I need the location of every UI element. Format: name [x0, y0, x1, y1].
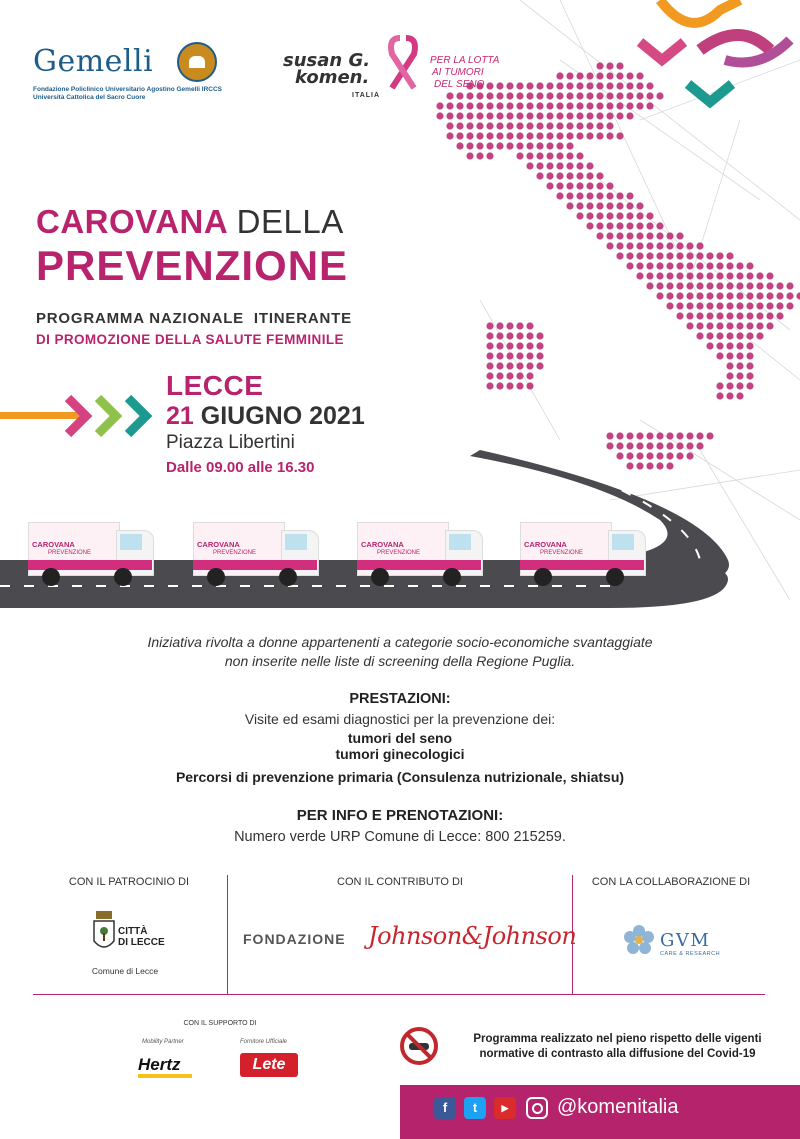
komen-line-1: susan G. [283, 50, 371, 71]
lecce-line-1: CITTÀ [118, 926, 148, 937]
lecce-line-2: DI LECCE [118, 937, 165, 948]
social-handle[interactable]: @komenitalia [557, 1096, 679, 1118]
title-line-1 [36, 203, 344, 241]
info-heading: PER INFO E PRENOTAZIONI: [296, 807, 504, 824]
event-hours: Dalle 09.00 alle 16.30 [166, 459, 315, 476]
event-day: 21 [166, 402, 194, 430]
prestazioni-line-4: Percorsi di prevenzione primaria (Consulenza nutrizionale, shiatsu) [175, 769, 625, 785]
gvm-subtitle: CARE & RESEARCH [660, 951, 721, 957]
title-line-2: PREVENZIONE [36, 242, 349, 289]
gvm-logo-text: GVM [660, 930, 711, 951]
youtube-icon[interactable]: ▶ [494, 1097, 516, 1119]
johnson-johnson-logo: Johnson&Johnson [368, 922, 577, 950]
van [28, 520, 154, 590]
covid-notice [445, 1032, 790, 1062]
van-label-1: CAROVANA [197, 540, 240, 549]
gemelli-seal-icon [177, 42, 217, 82]
event-date [166, 402, 365, 431]
van [357, 520, 483, 590]
van-label-2: PREVENZIONE [213, 550, 257, 556]
komen-tagline-3: DEL SENO [434, 79, 485, 90]
lecce-crest-icon [92, 911, 116, 955]
prestazioni-heading: PRESTAZIONI: [349, 691, 451, 707]
intro-line-1: Iniziativa rivolta a donne appartenenti a categorie socio-economiche svantaggiate [147, 634, 653, 650]
event-place: Piazza Libertini [166, 432, 295, 453]
event-city: LECCE [166, 370, 264, 401]
event-month-year: GIUGNO 2021 [200, 402, 365, 430]
fornitore-ufficiale-label: Fornitore Ufficiale [240, 1039, 288, 1045]
collaborazione-label: CON LA COLLABORAZIONE DI [591, 876, 751, 888]
van-label-1: CAROVANA [524, 540, 567, 549]
twitter-icon[interactable]: t [464, 1097, 486, 1119]
subtitle-1: PROGRAMMA NAZIONALE ITINERANTE [36, 310, 352, 327]
gemelli-subtitle [33, 86, 233, 102]
komen-tagline [430, 55, 540, 91]
komen-tagline-1: PER LA LOTTA [430, 55, 500, 66]
prestazioni-line-1: Visite ed esami diagnostici per la prevenzione dei: [244, 711, 556, 727]
pink-ribbon-icon [378, 32, 428, 92]
hertz-underline [138, 1074, 192, 1078]
komen-logo-text [283, 52, 370, 86]
facebook-icon[interactable]: f [434, 1097, 456, 1119]
komen-italia-label: ITALIA [352, 92, 381, 99]
title-della: DELLA [236, 203, 344, 240]
gemelli-subtitle-line-2: Università Cattolica del Sacro Cuore [33, 94, 146, 101]
lecce-logo-text [118, 926, 165, 948]
lecce-caption: Comune di Lecce [91, 966, 159, 976]
prestazioni-line-3: tumori ginecologici [335, 746, 465, 762]
italy-dot-map [420, 60, 800, 500]
info-phone: Numero verde URP Comune di Lecce: 800 215259. [234, 829, 566, 845]
lete-logo: Lete [240, 1053, 298, 1077]
van [520, 520, 646, 590]
prestazioni-line-2: tumori del seno [347, 730, 453, 746]
van-label-2: PREVENZIONE [48, 550, 92, 556]
subtitle-2: DI PROMOZIONE DELLA SALUTE FEMMINILE [36, 332, 344, 347]
van [193, 520, 319, 590]
van-label-1: CAROVANA [361, 540, 404, 549]
covid-notice-line-2: normative di contrasto alla diffusione del Covid-19 [479, 1048, 756, 1060]
komen-line-2: komen. [295, 67, 370, 88]
divider [227, 875, 228, 995]
contributo-label: CON IL CONTRIBUTO DI [337, 876, 463, 888]
komen-tagline-2: AI TUMORI [432, 67, 484, 78]
instagram-icon[interactable] [526, 1097, 548, 1119]
title-carovana: CAROVANA [36, 203, 227, 240]
patrocinio-label: CON IL PATROCINIO DI [68, 876, 190, 888]
arrow-chevrons-icon [0, 392, 165, 442]
gemelli-logo-text: Gemelli [33, 44, 154, 79]
gemelli-subtitle-line-1: Fondazione Policlinico Universitario Agostino Gemelli IRCCS [33, 86, 223, 93]
divider [33, 994, 765, 995]
gvm-flower-icon [622, 923, 656, 957]
van-label-2: PREVENZIONE [540, 550, 584, 556]
mobility-partner-label: Mobility Partner [142, 1039, 184, 1045]
intro-line-2: non inserite nelle liste di screening della Regione Puglia. [224, 653, 576, 669]
no-covid-icon [400, 1027, 438, 1065]
van-label-2: PREVENZIONE [377, 550, 421, 556]
fondazione-label: FONDAZIONE [243, 931, 346, 947]
van-label-1: CAROVANA [32, 540, 75, 549]
hertz-logo: Hertz [138, 1055, 181, 1074]
covid-notice-line-1: Programma realizzato nel pieno rispetto delle vigenti [473, 1033, 762, 1045]
supporto-label: CON IL SUPPORTO DI [183, 1020, 257, 1027]
